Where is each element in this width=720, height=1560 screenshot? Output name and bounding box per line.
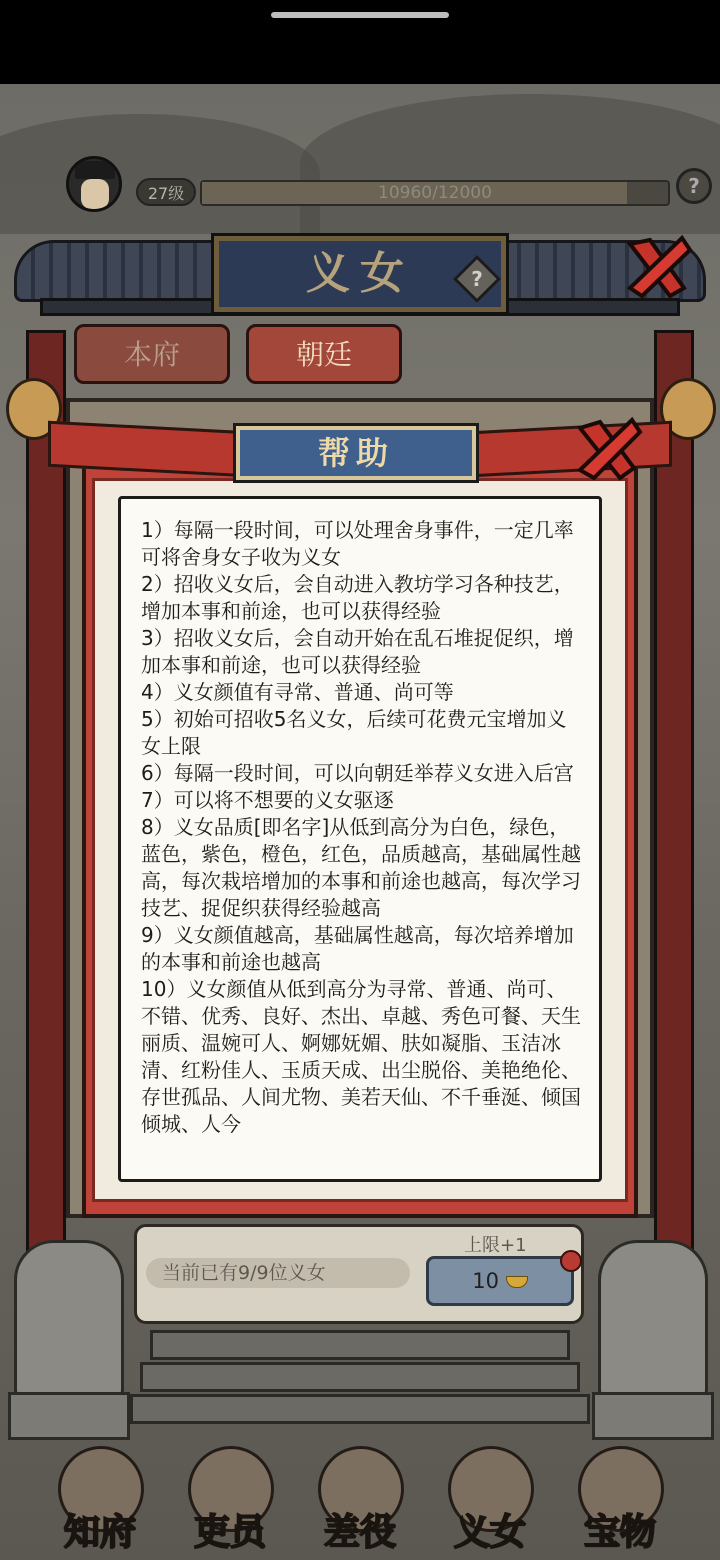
level-badge: 27级 bbox=[136, 178, 196, 206]
help-body bbox=[121, 499, 599, 1138]
bottom-nav bbox=[0, 1440, 720, 1560]
help-scroll-area[interactable] bbox=[118, 496, 602, 1182]
right-pillar bbox=[654, 330, 694, 1330]
tab-benfu[interactable]: 本府 bbox=[74, 324, 230, 384]
stair-step bbox=[130, 1394, 590, 1424]
nav-label: 吏员 bbox=[193, 1511, 266, 1553]
lion-pedestal bbox=[592, 1392, 714, 1440]
help-close-icon[interactable] bbox=[572, 414, 646, 484]
help-icon[interactable]: ? bbox=[676, 168, 712, 204]
stone-lion-left bbox=[14, 1240, 124, 1400]
official-hat bbox=[75, 161, 115, 179]
nav-yinv[interactable] bbox=[430, 1440, 550, 1560]
left-pillar bbox=[26, 330, 66, 1330]
exp-text: 10960/12000 bbox=[378, 183, 492, 203]
gold-ingot-icon bbox=[506, 1276, 528, 1288]
window-title: 义女 bbox=[306, 248, 414, 299]
limit-label: 上限+1 bbox=[464, 1235, 527, 1256]
question-glyph: ? bbox=[471, 267, 483, 291]
nav-label: 差役 bbox=[323, 1511, 396, 1553]
notification-dot bbox=[560, 1250, 582, 1272]
nav-chaiyi[interactable] bbox=[300, 1440, 420, 1560]
nav-zhifu[interactable] bbox=[40, 1440, 160, 1560]
lion-pedestal bbox=[8, 1392, 130, 1440]
help-line: 8）义女品质[即名字]从低到高分为白色，绿色，蓝色，紫色，橙色，红色，品质越高，基础属性越高，每次栽培增加的本事和前途也越高，每次学习技艺、捉促织获得经验越高 bbox=[141, 815, 581, 920]
help-line: 3）招收义女后，会自动开始在乱石堆捉促织，增加本事和前途，也可以获得经验 bbox=[141, 626, 574, 677]
daughter-count: 当前已有9/9位义女 bbox=[162, 1262, 326, 1284]
help-line: 7）可以将不想要的义女驱逐 bbox=[141, 788, 394, 812]
help-title: 帮助 bbox=[317, 434, 394, 472]
help-line: 2）招收义女后，会自动进入教坊学习各种技艺，增加本事和前途，也可以获得经验 bbox=[141, 572, 574, 623]
help-line: 1）每隔一段时间，可以处理舍身事件，一定几率可将舍身女子收为义女 bbox=[141, 518, 574, 569]
nav-label: 宝物 bbox=[583, 1511, 656, 1553]
help-line: 10）义女颜值从低到高分为寻常、普通、尚可、不错、优秀、良好、杰出、卓越、秀色可餐、天生丽质、温婉可人、婀娜妩媚、肤如凝脂、玉洁冰清、红粉佳人、玉质天成、出尘脱俗、美艳绝伦、存世孤品、人间尤物、美若天仙、不千垂涎、倾国倾城、人今 bbox=[141, 977, 581, 1136]
nav-label: 知府 bbox=[63, 1511, 136, 1553]
help-line: 4）义女颜值有寻常、普通、尚可等 bbox=[141, 680, 454, 704]
help-title-plaque bbox=[236, 426, 476, 480]
help-line: 6）每隔一段时间，可以向朝廷举荐义女进入后宫 bbox=[141, 761, 574, 785]
close-icon[interactable] bbox=[620, 230, 696, 306]
status-bar bbox=[0, 0, 720, 84]
increase-limit-button[interactable] bbox=[426, 1256, 574, 1306]
stone-lion-right bbox=[598, 1240, 708, 1400]
stair-step bbox=[150, 1330, 570, 1360]
nav-baowu[interactable] bbox=[560, 1440, 680, 1560]
limit-cost: 10 bbox=[472, 1269, 500, 1293]
tab-chaoting[interactable]: 朝廷 bbox=[246, 324, 402, 384]
stair-step bbox=[140, 1362, 580, 1392]
nav-liyuan[interactable] bbox=[170, 1440, 290, 1560]
nav-label: 义女 bbox=[453, 1511, 526, 1553]
help-line: 9）义女颜值越高，基础属性越高，每次培养增加的本事和前途也越高 bbox=[141, 923, 574, 974]
help-line: 5）初始可招收5名义女，后续可花费元宝增加义女上限 bbox=[141, 707, 567, 758]
gesture-pill bbox=[271, 12, 449, 18]
